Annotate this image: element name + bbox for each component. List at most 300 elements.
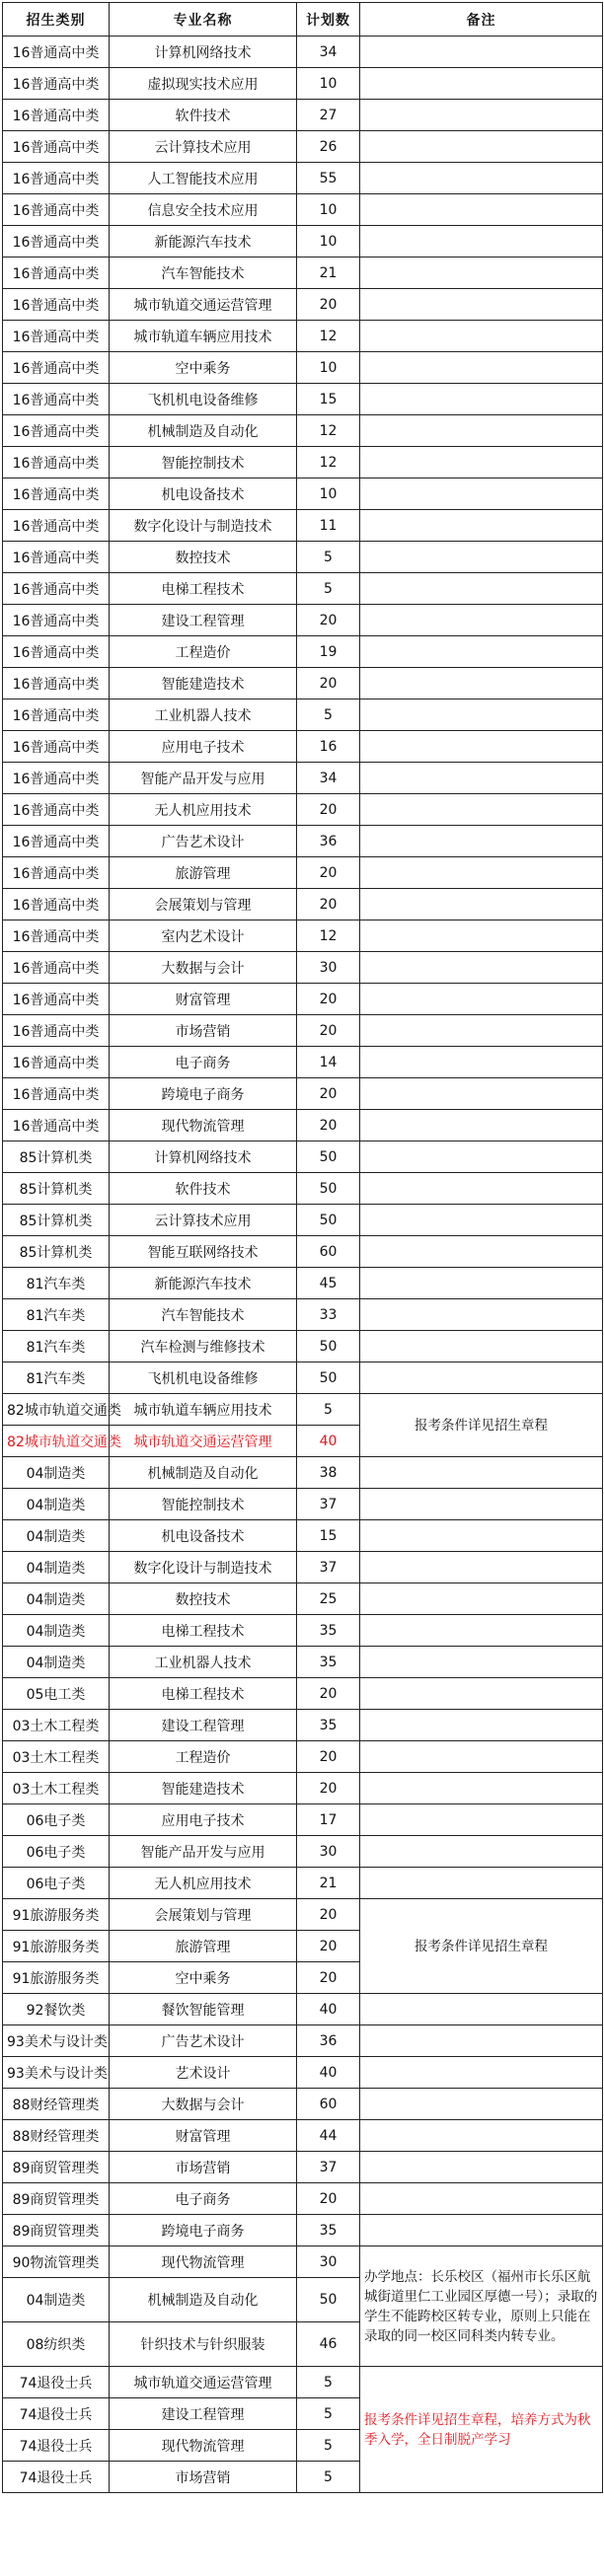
plan-count-cell: 35 xyxy=(297,2215,360,2246)
note-cell-empty xyxy=(360,1583,603,1615)
table-row xyxy=(3,1583,603,1615)
category-cell: 04制造类 xyxy=(3,2278,110,2322)
note-cell-empty xyxy=(360,2057,603,2089)
table-row xyxy=(3,1615,603,1647)
note-cell-empty xyxy=(360,163,603,194)
table-header-row xyxy=(3,3,603,37)
major-cell: 机电设备技术 xyxy=(110,1520,297,1552)
plan-count-cell: 20 xyxy=(297,857,360,889)
major-cell: 针织技术与针织服装 xyxy=(110,2322,297,2367)
note-cell-empty xyxy=(360,1173,603,1205)
note-cell-empty xyxy=(360,794,603,826)
note-cell-rail: 报考条件详见招生章程 xyxy=(360,1394,603,1457)
category-cell: 16普通高中类 xyxy=(3,384,110,415)
category-cell: 85计算机类 xyxy=(3,1236,110,1268)
table-row xyxy=(3,2246,603,2278)
plan-count-cell: 14 xyxy=(297,1047,360,1078)
table-row xyxy=(3,100,603,131)
major-cell: 机械制造及自动化 xyxy=(110,2278,297,2322)
plan-count-cell: 12 xyxy=(297,415,360,447)
plan-count-cell: 17 xyxy=(297,1804,360,1836)
table-row xyxy=(3,163,603,194)
category-cell: 04制造类 xyxy=(3,1457,110,1489)
major-cell: 现代物流管理 xyxy=(110,1110,297,1141)
plan-count-cell: 12 xyxy=(297,321,360,352)
plan-count-cell: 10 xyxy=(297,226,360,258)
category-cell: 85计算机类 xyxy=(3,1205,110,1236)
table-row xyxy=(3,857,603,889)
category-cell: 16普通高中类 xyxy=(3,984,110,1015)
plan-count-cell: 50 xyxy=(297,1362,360,1394)
note-cell-empty xyxy=(360,415,603,447)
note-cell-empty xyxy=(360,1804,603,1836)
table-row xyxy=(3,542,603,573)
plan-count-cell: 60 xyxy=(297,1236,360,1268)
plan-count-cell: 20 xyxy=(297,668,360,699)
major-cell: 云计算技术应用 xyxy=(110,131,297,163)
table-row xyxy=(3,1078,603,1110)
table-row xyxy=(3,510,603,542)
plan-count-cell: 50 xyxy=(297,2278,360,2322)
plan-count-cell: 37 xyxy=(297,1552,360,1583)
category-cell: 16普通高中类 xyxy=(3,1110,110,1141)
major-cell: 智能控制技术 xyxy=(110,1489,297,1520)
table-row xyxy=(3,1741,603,1773)
note-cell-empty xyxy=(360,763,603,794)
major-cell: 财富管理 xyxy=(110,984,297,1015)
category-cell: 16普通高中类 xyxy=(3,37,110,68)
category-cell: 04制造类 xyxy=(3,1647,110,1678)
table-row xyxy=(3,1205,603,1236)
plan-count-cell: 20 xyxy=(297,1078,360,1110)
note-cell-empty xyxy=(360,478,603,510)
category-cell: 81汽车类 xyxy=(3,1268,110,1299)
major-cell: 建设工程管理 xyxy=(110,1710,297,1741)
note-cell-empty xyxy=(360,2120,603,2152)
note-cell-empty xyxy=(360,1457,603,1489)
plan-count-cell: 16 xyxy=(297,731,360,763)
table-row xyxy=(3,2025,603,2057)
plan-count-cell: 50 xyxy=(297,1331,360,1362)
category-cell: 16普通高中类 xyxy=(3,258,110,289)
major-cell: 电梯工程技术 xyxy=(110,573,297,605)
plan-count-cell: 20 xyxy=(297,605,360,636)
note-cell-empty xyxy=(360,1710,603,1741)
note-cell-empty xyxy=(360,2025,603,2057)
major-cell: 工业机器人技术 xyxy=(110,1647,297,1678)
plan-count-cell: 21 xyxy=(297,258,360,289)
plan-count-cell: 5 xyxy=(297,542,360,573)
category-cell: 16普通高中类 xyxy=(3,68,110,100)
major-cell: 艺术设计 xyxy=(110,2057,297,2089)
major-cell: 现代物流管理 xyxy=(110,2430,297,2462)
plan-count-cell: 30 xyxy=(297,2246,360,2278)
major-cell: 大数据与会计 xyxy=(110,952,297,984)
category-cell: 74退役士兵 xyxy=(3,2462,110,2493)
note-cell-empty xyxy=(360,258,603,289)
plan-count-cell: 20 xyxy=(297,1741,360,1773)
table-row xyxy=(3,2183,603,2215)
major-cell: 建设工程管理 xyxy=(110,2398,297,2430)
note-cell-veteran: 报考条件详见招生章程，培养方式为秋季入学，全日制脱产学习 xyxy=(360,2367,603,2493)
table-row xyxy=(3,1236,603,1268)
note-cell-empty xyxy=(360,226,603,258)
major-cell: 旅游管理 xyxy=(110,1931,297,1962)
table-row xyxy=(3,1015,603,1047)
category-cell: 16普通高中类 xyxy=(3,605,110,636)
major-cell: 智能建造技术 xyxy=(110,1773,297,1804)
note-cell-empty xyxy=(360,731,603,763)
table-row xyxy=(3,1173,603,1205)
category-cell: 90物流管理类 xyxy=(3,2246,110,2278)
table-row xyxy=(3,1394,603,1426)
note-cell-empty xyxy=(360,889,603,920)
major-cell: 财富管理 xyxy=(110,2120,297,2152)
table-row xyxy=(3,258,603,289)
table-row xyxy=(3,1299,603,1331)
table-row xyxy=(3,605,603,636)
major-cell: 工业机器人技术 xyxy=(110,699,297,731)
category-cell: 16普通高中类 xyxy=(3,699,110,731)
plan-count-cell: 50 xyxy=(297,1205,360,1236)
note-cell-empty xyxy=(360,1773,603,1804)
category-cell: 81汽车类 xyxy=(3,1362,110,1394)
major-cell: 大数据与会计 xyxy=(110,2089,297,2120)
major-cell: 城市轨道交通运营管理 xyxy=(110,289,297,321)
header-category: 招生类别 xyxy=(3,3,110,37)
major-cell: 智能互联网络技术 xyxy=(110,1236,297,1268)
note-cell-tourism: 报考条件详见招生章程 xyxy=(360,1899,603,1994)
plan-count-cell: 55 xyxy=(297,163,360,194)
category-cell: 16普通高中类 xyxy=(3,636,110,668)
table-row xyxy=(3,1362,603,1394)
plan-count-cell: 27 xyxy=(297,100,360,131)
plan-count-cell: 15 xyxy=(297,384,360,415)
note-cell-empty xyxy=(360,1268,603,1299)
table-row xyxy=(3,1804,603,1836)
major-cell: 飞机机电设备维修 xyxy=(110,1362,297,1394)
category-cell: 89商贸管理类 xyxy=(3,2183,110,2215)
plan-count-cell: 20 xyxy=(297,1899,360,1931)
major-cell: 汽车检测与维修技术 xyxy=(110,1331,297,1362)
table-row xyxy=(3,37,603,68)
major-cell: 新能源汽车技术 xyxy=(110,226,297,258)
plan-count-cell: 20 xyxy=(297,984,360,1015)
note-cell-empty xyxy=(360,131,603,163)
major-cell: 应用电子技术 xyxy=(110,731,297,763)
major-cell: 广告艺术设计 xyxy=(110,2025,297,2057)
table-row xyxy=(3,636,603,668)
category-cell: 16普通高中类 xyxy=(3,100,110,131)
plan-count-cell: 12 xyxy=(297,920,360,952)
major-cell: 应用电子技术 xyxy=(110,1804,297,1836)
note-cell-empty xyxy=(360,1047,603,1078)
major-cell: 会展策划与管理 xyxy=(110,1899,297,1931)
note-cell-empty xyxy=(360,826,603,857)
major-cell: 室内艺术设计 xyxy=(110,920,297,952)
category-cell: 16普通高中类 xyxy=(3,952,110,984)
major-cell: 空中乘务 xyxy=(110,1962,297,1994)
table-row xyxy=(3,984,603,1015)
table-row xyxy=(3,415,603,447)
plan-count-cell: 5 xyxy=(297,2462,360,2493)
plan-count-cell: 30 xyxy=(297,1836,360,1868)
note-cell-empty xyxy=(360,2215,603,2246)
note-cell-empty xyxy=(360,37,603,68)
table-row xyxy=(3,1141,603,1173)
category-cell: 04制造类 xyxy=(3,1520,110,1552)
major-cell: 会展策划与管理 xyxy=(110,889,297,920)
major-cell: 空中乘务 xyxy=(110,352,297,384)
note-cell-empty xyxy=(360,1741,603,1773)
category-cell: 89商贸管理类 xyxy=(3,2215,110,2246)
major-cell: 无人机应用技术 xyxy=(110,794,297,826)
note-cell-empty xyxy=(360,1331,603,1362)
major-cell: 智能产品开发与应用 xyxy=(110,1836,297,1868)
major-cell: 数控技术 xyxy=(110,1583,297,1615)
table-row xyxy=(3,573,603,605)
plan-count-cell: 38 xyxy=(297,1457,360,1489)
plan-count-cell: 40 xyxy=(297,1426,360,1457)
major-cell: 市场营销 xyxy=(110,2152,297,2183)
table-row xyxy=(3,321,603,352)
plan-count-cell: 20 xyxy=(297,1773,360,1804)
plan-count-cell: 11 xyxy=(297,510,360,542)
major-cell: 汽车智能技术 xyxy=(110,1299,297,1331)
note-cell-empty xyxy=(360,920,603,952)
table-row xyxy=(3,1773,603,1804)
table-row xyxy=(3,68,603,100)
note-cell-empty xyxy=(360,1362,603,1394)
table-row xyxy=(3,2367,603,2398)
category-cell: 04制造类 xyxy=(3,1489,110,1520)
table-row xyxy=(3,1047,603,1078)
major-cell: 软件技术 xyxy=(110,1173,297,1205)
major-cell: 电子商务 xyxy=(110,1047,297,1078)
category-cell: 91旅游服务类 xyxy=(3,1899,110,1931)
major-cell: 机电设备技术 xyxy=(110,478,297,510)
table-row xyxy=(3,1268,603,1299)
note-cell-empty xyxy=(360,1205,603,1236)
plan-count-cell: 33 xyxy=(297,1299,360,1331)
table-row xyxy=(3,2215,603,2246)
table-row xyxy=(3,2089,603,2120)
major-cell: 城市轨道车辆应用技术 xyxy=(110,1394,297,1426)
table-row xyxy=(3,1994,603,2025)
enrollment-plan-table xyxy=(2,2,603,2493)
plan-count-cell: 35 xyxy=(297,1710,360,1741)
category-cell: 74退役士兵 xyxy=(3,2367,110,2398)
category-cell: 06电子类 xyxy=(3,1804,110,1836)
note-cell-empty xyxy=(360,2183,603,2215)
note-cell-empty xyxy=(360,542,603,573)
plan-count-cell: 37 xyxy=(297,1489,360,1520)
category-cell: 93美术与设计类 xyxy=(3,2057,110,2089)
category-cell: 06电子类 xyxy=(3,1836,110,1868)
table-row xyxy=(3,478,603,510)
table-row xyxy=(3,763,603,794)
plan-count-cell: 30 xyxy=(297,952,360,984)
major-cell: 跨境电子商务 xyxy=(110,1078,297,1110)
note-cell-empty xyxy=(360,699,603,731)
note-cell-empty xyxy=(360,289,603,321)
major-cell: 电梯工程技术 xyxy=(110,1615,297,1647)
table-row xyxy=(3,1868,603,1899)
note-cell-empty xyxy=(360,952,603,984)
note-cell-empty xyxy=(360,573,603,605)
plan-count-cell: 45 xyxy=(297,1268,360,1299)
plan-count-cell: 50 xyxy=(297,1141,360,1173)
major-cell: 城市轨道交通运营管理 xyxy=(110,2367,297,2398)
plan-count-cell: 5 xyxy=(297,699,360,731)
category-cell: 16普通高中类 xyxy=(3,289,110,321)
plan-count-cell: 36 xyxy=(297,826,360,857)
plan-count-cell: 20 xyxy=(297,2183,360,2215)
major-cell: 软件技术 xyxy=(110,100,297,131)
major-cell: 数字化设计与制造技术 xyxy=(110,510,297,542)
major-cell: 广告艺术设计 xyxy=(110,826,297,857)
major-cell: 电梯工程技术 xyxy=(110,1678,297,1710)
plan-count-cell: 20 xyxy=(297,1015,360,1047)
plan-count-cell: 5 xyxy=(297,573,360,605)
category-cell: 81汽车类 xyxy=(3,1331,110,1362)
category-cell: 16普通高中类 xyxy=(3,131,110,163)
table-row xyxy=(3,1110,603,1141)
category-cell: 74退役士兵 xyxy=(3,2398,110,2430)
plan-count-cell: 5 xyxy=(297,2398,360,2430)
note-cell-empty xyxy=(360,984,603,1015)
major-cell: 新能源汽车技术 xyxy=(110,1268,297,1299)
note-cell-empty xyxy=(360,857,603,889)
category-cell: 16普通高中类 xyxy=(3,226,110,258)
table-row xyxy=(3,794,603,826)
plan-count-cell: 20 xyxy=(297,1962,360,1994)
category-cell: 16普通高中类 xyxy=(3,542,110,573)
plan-count-cell: 35 xyxy=(297,1615,360,1647)
category-cell: 91旅游服务类 xyxy=(3,1962,110,1994)
major-cell: 工程造价 xyxy=(110,1741,297,1773)
note-cell-empty xyxy=(360,1647,603,1678)
major-cell: 电子商务 xyxy=(110,2183,297,2215)
table-row xyxy=(3,2120,603,2152)
category-cell: 16普通高中类 xyxy=(3,889,110,920)
category-cell: 03土木工程类 xyxy=(3,1710,110,1741)
plan-count-cell: 20 xyxy=(297,1678,360,1710)
table-row xyxy=(3,826,603,857)
note-cell-empty xyxy=(360,636,603,668)
plan-count-cell: 35 xyxy=(297,1647,360,1678)
table-row xyxy=(3,1457,603,1489)
major-cell: 云计算技术应用 xyxy=(110,1205,297,1236)
note-cell-empty xyxy=(360,1236,603,1268)
note-cell-empty xyxy=(360,68,603,100)
table-row xyxy=(3,731,603,763)
category-cell: 04制造类 xyxy=(3,1583,110,1615)
note-cell-empty xyxy=(360,605,603,636)
category-cell: 16普通高中类 xyxy=(3,668,110,699)
table-row xyxy=(3,1710,603,1741)
category-cell: 88财经管理类 xyxy=(3,2120,110,2152)
plan-count-cell: 10 xyxy=(297,68,360,100)
category-cell: 16普通高中类 xyxy=(3,415,110,447)
note-cell-empty xyxy=(360,447,603,478)
category-cell: 16普通高中类 xyxy=(3,826,110,857)
category-cell: 16普通高中类 xyxy=(3,352,110,384)
plan-count-cell: 21 xyxy=(297,1868,360,1899)
category-cell: 16普通高中类 xyxy=(3,194,110,226)
category-cell: 16普通高中类 xyxy=(3,1047,110,1078)
note-cell-empty xyxy=(360,1552,603,1583)
table-row xyxy=(3,131,603,163)
note-cell-empty xyxy=(360,1836,603,1868)
plan-count-cell: 50 xyxy=(297,1173,360,1205)
plan-count-cell: 25 xyxy=(297,1583,360,1615)
note-cell-empty xyxy=(360,194,603,226)
plan-count-cell: 10 xyxy=(297,352,360,384)
note-cell-empty xyxy=(360,1520,603,1552)
note-cell-empty xyxy=(360,2152,603,2183)
category-cell: 85计算机类 xyxy=(3,1173,110,1205)
header-major: 专业名称 xyxy=(110,3,297,37)
category-cell: 08纺织类 xyxy=(3,2322,110,2367)
major-cell: 机械制造及自动化 xyxy=(110,1457,297,1489)
category-cell: 88财经管理类 xyxy=(3,2089,110,2120)
note-cell-empty xyxy=(360,1615,603,1647)
plan-count-cell: 40 xyxy=(297,2057,360,2089)
category-cell: 03土木工程类 xyxy=(3,1773,110,1804)
table-row xyxy=(3,289,603,321)
major-cell: 工程造价 xyxy=(110,636,297,668)
plan-count-cell: 36 xyxy=(297,2025,360,2057)
major-cell: 计算机网络技术 xyxy=(110,37,297,68)
plan-count-cell: 12 xyxy=(297,447,360,478)
plan-count-cell: 20 xyxy=(297,1110,360,1141)
category-cell: 82城市轨道交通类 xyxy=(3,1394,110,1426)
table-row xyxy=(3,352,603,384)
major-cell: 无人机应用技术 xyxy=(110,1868,297,1899)
category-cell: 03土木工程类 xyxy=(3,1741,110,1773)
table-row xyxy=(3,1331,603,1362)
plan-count-cell: 20 xyxy=(297,1931,360,1962)
plan-count-cell: 26 xyxy=(297,131,360,163)
major-cell: 建设工程管理 xyxy=(110,605,297,636)
note-cell-empty xyxy=(360,1868,603,1899)
plan-count-cell: 60 xyxy=(297,2089,360,2120)
major-cell: 数字化设计与制造技术 xyxy=(110,1552,297,1583)
category-cell: 04制造类 xyxy=(3,1552,110,1583)
category-cell: 16普通高中类 xyxy=(3,763,110,794)
major-cell: 市场营销 xyxy=(110,1015,297,1047)
major-cell: 汽车智能技术 xyxy=(110,258,297,289)
major-cell: 智能控制技术 xyxy=(110,447,297,478)
table-row xyxy=(3,226,603,258)
table-row xyxy=(3,1520,603,1552)
note-cell-campus: 办学地点：长乐校区（福州市长乐区航城街道里仁工业园区厚德一号）；录取的学生不能跨校区转专业，原则上只能在录取的同一校区同科类内转专业。 xyxy=(360,2246,603,2367)
major-cell: 智能建造技术 xyxy=(110,668,297,699)
category-cell: 16普通高中类 xyxy=(3,794,110,826)
table-row xyxy=(3,1647,603,1678)
category-cell: 16普通高中类 xyxy=(3,573,110,605)
plan-count-cell: 5 xyxy=(297,1394,360,1426)
plan-count-cell: 5 xyxy=(297,2430,360,2462)
major-cell: 计算机网络技术 xyxy=(110,1141,297,1173)
note-cell-empty xyxy=(360,1141,603,1173)
category-cell: 85计算机类 xyxy=(3,1141,110,1173)
major-cell: 餐饮智能管理 xyxy=(110,1994,297,2025)
plan-count-cell: 37 xyxy=(297,2152,360,2183)
table-row xyxy=(3,1552,603,1583)
header-note: 备注 xyxy=(360,3,603,37)
